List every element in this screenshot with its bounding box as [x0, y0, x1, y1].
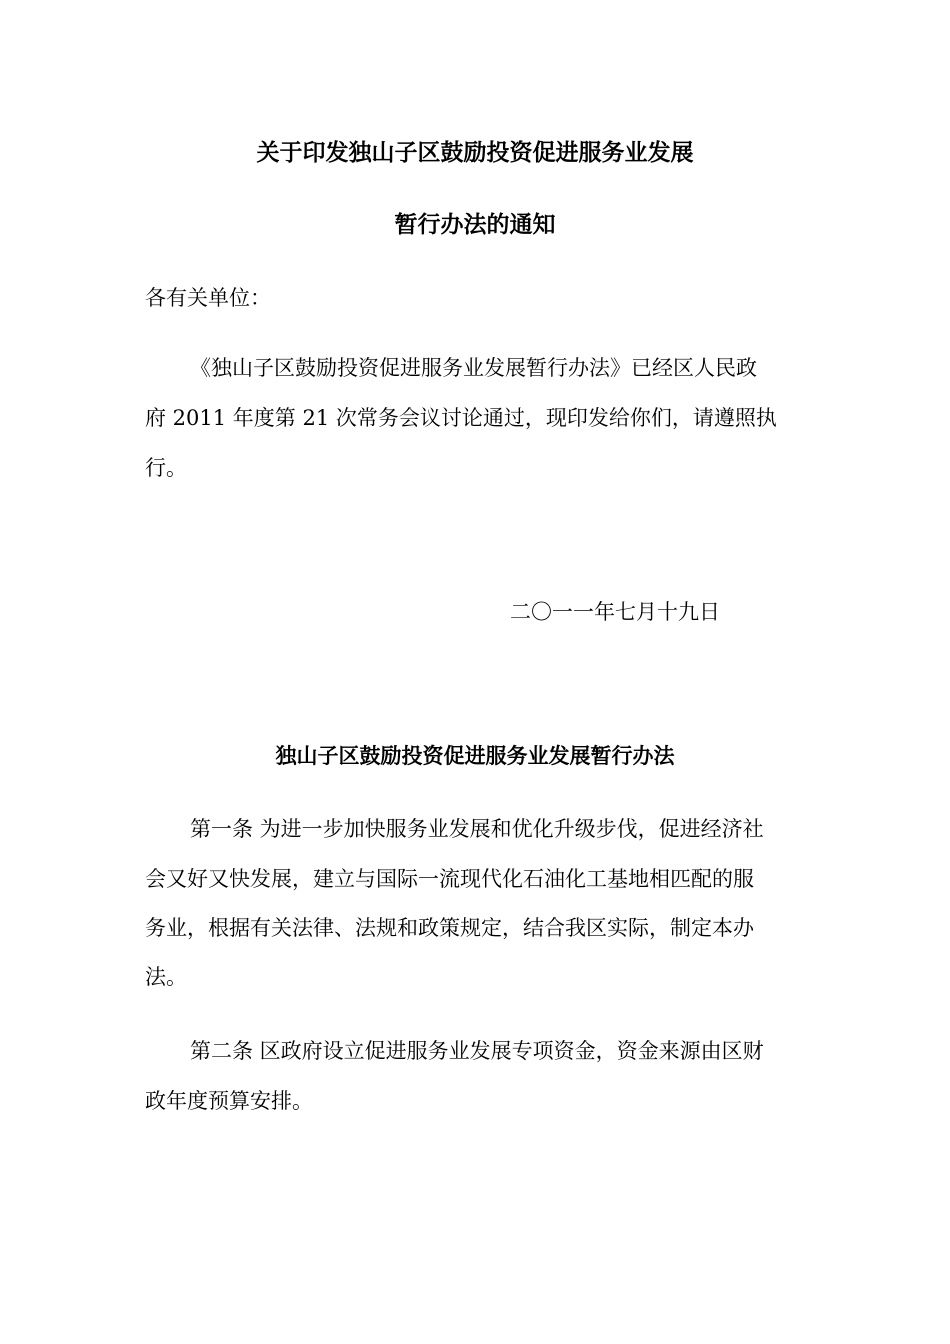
article-2-line: 政年度预算安排。	[145, 1089, 313, 1113]
notice-title-line2: 暂行办法的通知	[394, 212, 556, 238]
salutation: 各有关单位：	[145, 286, 271, 310]
notice-body-line: 《独山子区鼓励投资促进服务业发展暂行办法》已经区人民政	[190, 356, 757, 380]
notice-date: 二〇一一年七月十九日	[510, 600, 720, 624]
article-1-line: 第一条 为进一步加快服务业发展和优化升级步伐，促进经济社	[190, 817, 764, 841]
measures-title: 独山子区鼓励投资促进服务业发展暂行办法	[275, 744, 675, 768]
article-1-line: 务业，根据有关法律、法规和政策规定，结合我区实际，制定本办	[145, 916, 754, 940]
notice-body-line: 府 2011 年度第 21 次常务会议讨论通过，现印发给你们，请遵照执	[145, 406, 777, 430]
notice-title-line1: 关于印发独山子区鼓励投资促进服务业发展	[256, 140, 694, 166]
article-1-line: 会又好又快发展，建立与国际一流现代化石油化工基地相匹配的服	[145, 867, 754, 891]
article-1-line: 法。	[145, 965, 187, 989]
notice-body-line: 行。	[145, 456, 187, 480]
article-2-line: 第二条 区政府设立促进服务业发展专项资金，资金来源由区财	[190, 1039, 764, 1063]
